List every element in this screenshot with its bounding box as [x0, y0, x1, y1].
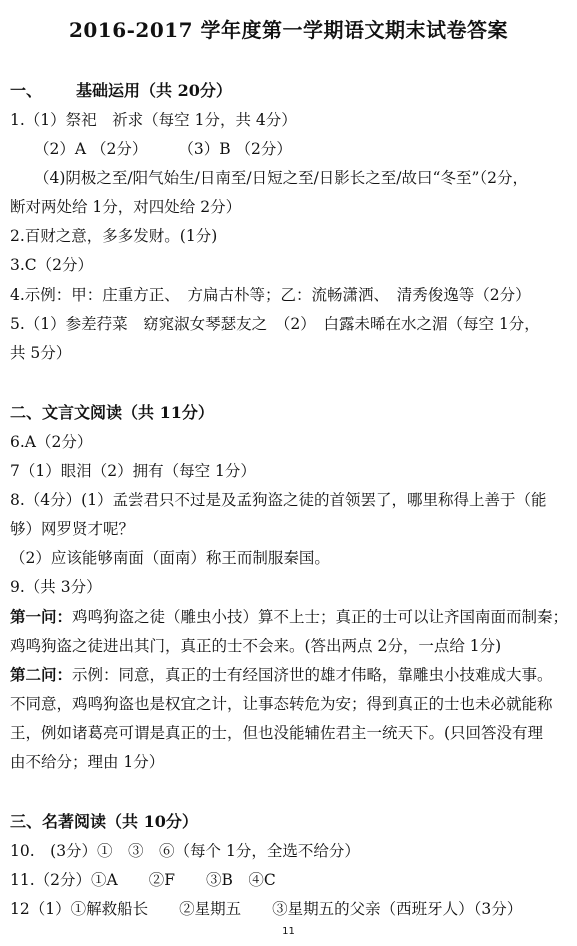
answer-line: （2）应该能够南面（面南）称王而制服秦国。	[10, 549, 330, 567]
answer-line: 10. (3分）① ③ ⑥（每个 1分，全选不给分）	[10, 842, 360, 860]
answer-line: 5.（1）参差荇菜 窈窕淑女琴瑟友之 （2） 白露未晞在水之湄（每空 1分，	[10, 315, 540, 333]
q9-second-label: 第二问：	[10, 665, 73, 684]
answer-line: 断对两处给 1分，对四处给 2分）	[10, 198, 242, 216]
answer-line: 2.百财之意，多多发财。(1分)	[10, 227, 218, 245]
answer-line: 12（1）①解救船长 ②星期五 ③星期五的父亲（西班牙人）（3分）	[10, 900, 523, 918]
answer-line: 王，例如诸葛亮可谓是真正的士，但也没能辅佐君主一统天下。(只回答没有理	[10, 724, 544, 742]
answer-line: 不同意，鸡鸣狗盗也是权宜之计，让事态转危为安；得到真正的士也未必就能称	[10, 695, 553, 713]
section1-heading	[10, 80, 570, 102]
answer-line: 7（1）眼泪（2）拥有（每空 1分）	[10, 462, 256, 480]
page-number: 11	[282, 926, 295, 937]
answer-line: （2）A （2分） （3）B （2分）	[34, 140, 292, 158]
answer-line: 3.C（2分）	[10, 256, 94, 274]
answer-line: 由不给分；理由 1分）	[10, 753, 165, 771]
answer-line: 6.A（2分）	[10, 433, 93, 451]
answer-line: 共 5分）	[10, 344, 72, 362]
answer-line: 11.（2分）①A ②F ③B ④C	[10, 871, 276, 889]
document-title: 2016-2017 学年度第一学期语文期末试卷答案	[68, 18, 509, 42]
answer-line: 鸡鸣狗盗之徒进出其门，真正的士不会来。(答出两点 2分，一点给 1分)	[10, 637, 502, 655]
q9-second-answer	[10, 664, 570, 686]
answer-line: 鸡鸣狗盗之徒（雕虫小技）算不上士；真正的士可以让齐国南面而制秦；	[72, 608, 569, 626]
answer-line: 示例：同意，真正的士有经国济世的雄才伟略，靠雕虫小技难成大事。	[72, 666, 553, 684]
section1-heading-number: 一、	[10, 81, 43, 100]
answer-line: 4.示例：甲：庄重方正、 方扁古朴等；乙：流畅潇洒、 清秀俊逸等（2分）	[10, 286, 531, 304]
q9-first-label: 第一问：	[10, 607, 73, 626]
answer-line: 1.（1）祭祀 祈求（每空 1分，共 4分）	[10, 111, 297, 129]
answer-line: （4)阴极之至/阳气始生/日南至/日短之至/日影长之至/故曰“冬至”（2分，	[34, 169, 528, 187]
answer-line: 8.（4分）(1）孟尝君只不过是及孟狗盗之徒的首领罢了，哪里称得上善于（能	[10, 491, 547, 509]
answer-line: 够）网罗贤才呢？	[10, 520, 135, 538]
section1-heading-text: 基础运用（共 20分）	[76, 81, 232, 100]
section3-heading: 三、名著阅读（共 10分）	[10, 812, 198, 831]
answer-line: 9.（共 3分）	[10, 578, 102, 596]
section2-heading: 二、文言文阅读（共 11分）	[10, 403, 214, 422]
q9-first-answer	[10, 606, 570, 628]
